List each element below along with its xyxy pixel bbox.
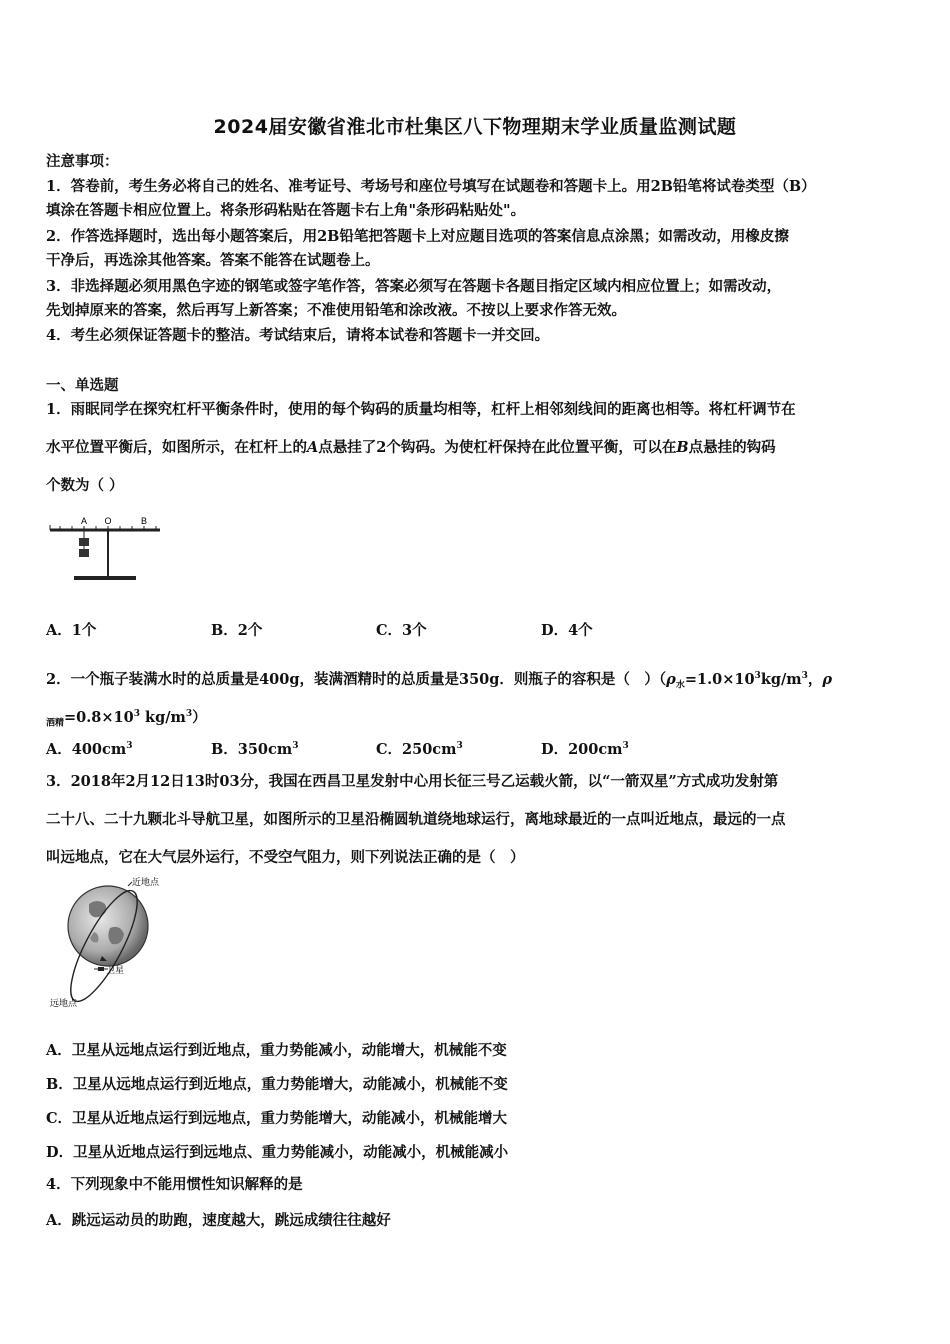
point-b-label: B: [676, 439, 689, 456]
q3-option-b[interactable]: B．卫星从远地点运行到近地点，重力势能增大，动能减小，机械能不变: [46, 1076, 508, 1093]
q3-text-line: 二十八、二十九颗北斗导航卫星，如图所示的卫星沿椭圆轨道绕地球运行，离地球最近的一点叫近地点，最远的一点: [46, 811, 786, 828]
section-heading: 一、单选题: [46, 377, 119, 394]
q1-option-c[interactable]: C．3个: [376, 622, 427, 639]
notice-line: 2．作答选择题时，选出每小题答案后，用2B铅笔把答题卡上对应题目选项的答案信息点涂黑；如需改动，用橡皮擦: [46, 228, 789, 245]
page-title: 2024届安徽省淮北市杜集区八下物理期末学业质量监测试题: [213, 116, 737, 138]
lever-label-o: O: [104, 516, 112, 526]
satellite-orbit-figure: [44, 874, 174, 1014]
q2-option-b[interactable]: B．$350cm^3$: [211, 741, 299, 758]
notice-line: 干净后，再选涂其他答案。答案不能答在试题卷上。: [46, 252, 380, 269]
lever-figure: [46, 512, 166, 584]
q2-option-d[interactable]: D．$200cm^3$: [541, 741, 629, 758]
label-satellite: 卫星: [106, 966, 125, 976]
q4-option-a[interactable]: A．跳远运动员的助跑，速度越大，跳远成绩往往越好: [46, 1212, 391, 1229]
q3-text-line: 叫远地点，它在大气层外运行，不受空气阻力，则下列说法正确的是（ ）: [46, 849, 525, 866]
notice-line: 4．考生必须保证答题卡的整洁。考试结束后，请将本试卷和答题卡一并交回。: [46, 327, 550, 344]
label-far-point: 远地点: [50, 999, 78, 1009]
point-a-label: A: [307, 439, 319, 456]
q3-option-d[interactable]: D．卫星从近地点运行到远地点、重力势能减小，动能减小，机械能减小: [46, 1144, 509, 1161]
q3-text-line: 3．2018年2月12日13时03分，我国在西昌卫星发射中心用长征三号乙运载火箭，以“一箭双星”方式成功发射第: [46, 773, 779, 790]
q2-option-c[interactable]: C．$250cm^3$: [376, 741, 463, 758]
notice-line: 1．答卷前，考生务必将自己的姓名、准考证号、考场号和座位号填写在试题卷和答题卡上。用2B铅笔将试卷类型（B）: [46, 178, 816, 195]
q2-option-a[interactable]: A．$400cm^3$: [46, 741, 133, 758]
q3-option-c[interactable]: C．卫星从近地点运行到远地点，重力势能增大，动能减小，机械能增大: [46, 1110, 508, 1127]
q1-option-b[interactable]: B．2个: [211, 622, 263, 639]
q1-option-d[interactable]: D．4个: [541, 622, 593, 639]
lever-label-b: B: [140, 516, 148, 526]
q1-text-line: 水平位置平衡后，如图所示，在杠杆上的A点悬挂了2个钩码。为使杠杆保持在此位置平衡，可以在B点悬挂的钩码: [46, 439, 776, 456]
lever-label-a: A: [80, 516, 88, 526]
notice-heading: 注意事项：: [46, 153, 119, 170]
q4-text-line: 4．下列现象中不能用惯性知识解释的是: [46, 1176, 303, 1193]
satellite-icon: [98, 967, 104, 971]
q1-text-line: 1．雨眠同学在探究杠杆平衡条件时，使用的每个钩码的质量均相等，杠杆上相邻刻线间的距离也相等。将杠杆调节在: [46, 401, 796, 418]
q2-text-line: $_{酒精}=0.8\times 10^3$ $kg/m^3$）: [46, 708, 207, 729]
q1-option-a[interactable]: A．1个: [46, 622, 97, 639]
q2-text-line: 2．一个瓶子装满水时的总质量是400g，装满酒精时的总质量是350g．则瓶子的容积是（ ）（$\rho_水=1.0\times 10^3kg/m^3$，ρ: [46, 670, 833, 691]
notice-line: 先划掉原来的答案，然后再写上新答案；不准使用铅笔和涂改液。不按以上要求作答无效。: [46, 302, 626, 319]
label-near-point: 近地点: [132, 878, 160, 888]
notice-line: 填涂在答题卡相应位置上。将条形码粘贴在答题卡右上角"条形码粘贴处"。: [46, 202, 526, 219]
q3-option-a[interactable]: A．卫星从远地点运行到近地点，重力势能减小，动能增大，机械能不变: [46, 1042, 507, 1059]
q1-text-line: 个数为（ ）: [46, 477, 124, 494]
notice-line: 3．非选择题必须用黑色字迹的钢笔或签字笔作答，答案必须写在答题卡各题目指定区域内相应位置上；如需改动，: [46, 278, 782, 295]
